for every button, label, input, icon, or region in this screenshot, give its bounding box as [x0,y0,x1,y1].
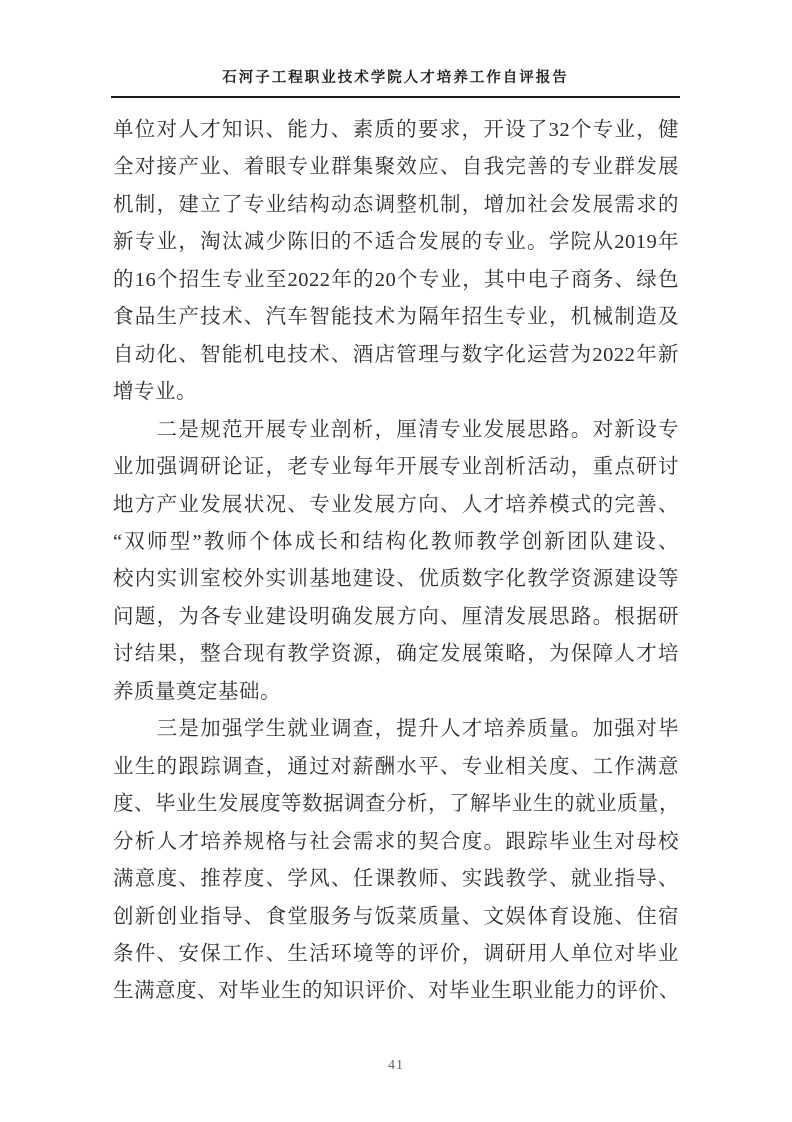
text-line: 满意度、推荐度、学风、任课教师、实践教学、就业指导、 [113,868,679,891]
text-line: 条件、安保工作、生活环境等的评价，调研用人单位对毕业 [113,942,679,965]
text-line: 新专业，淘汰减少陈旧的不适合发展的专业。学院从2019年 [113,231,679,254]
text-line: 分析人才培养规格与社会需求的契合度。跟踪毕业生对母校 [113,830,679,853]
text-line: 创新创业指导、食堂服务与饭菜质量、文娱体育设施、住宿 [113,905,679,928]
page-number: 41 [388,1058,404,1073]
text-line: 自动化、智能机电技术、酒店管理与数字化运营为2022年新 [113,343,679,366]
text-line: 机制，建立了专业结构动态调整机制，增加社会发展需求的 [113,193,679,216]
text-line: 养质量奠定基础。 [113,680,281,703]
text-line: 的16个招生专业至2022年的20个专业，其中电子商务、绿色 [113,268,679,291]
text-line: 业生的跟踪调查，通过对薪酬水平、专业相关度、工作满意 [113,755,679,778]
document-body [113,112,679,1011]
text-line: 二是规范开展专业剖析，厘清专业发展思路。对新设专 [113,418,679,441]
text-line: 业加强调研论证，老专业每年开展专业剖析活动，重点研讨 [113,456,679,479]
text-line: 度、毕业生发展度等数据调查分析，了解毕业生的就业质量， [113,793,680,816]
text-line: 增专业。 [113,381,197,404]
text-line: 全对接产业、着眼专业群集聚效应、自我完善的专业群发展 [113,156,679,179]
text-line: 地方产业发展状况、专业发展方向、人才培养模式的完善、 [113,493,679,516]
text-line: 讨结果，整合现有教学资源，确定发展策略，为保障人才培 [113,643,679,666]
page-header-title: 石河子工程职业技术学院人才培养工作自评报告 [111,66,680,98]
text-line: 单位对人才知识、能力、素质的要求，开设了32个专业，健 [113,119,679,141]
text-line: 校内实训室校外实训基地建设、优质数字化教学资源建设等 [113,568,679,591]
text-line: 三是加强学生就业调查，提升人才培养质量。加强对毕 [113,718,679,741]
text-line: 食品生产技术、汽车智能技术为隔年招生专业，机械制造及 [113,306,679,329]
text-line: 生满意度、对毕业生的知识评价、对毕业生职业能力的评价、 [113,980,680,1003]
text-line: 问题，为各专业建设明确发展方向、厘清发展思路。根据研 [113,605,679,628]
text-line: “双师型”教师个体成长和结构化教师教学创新团队建设、 [113,530,679,553]
